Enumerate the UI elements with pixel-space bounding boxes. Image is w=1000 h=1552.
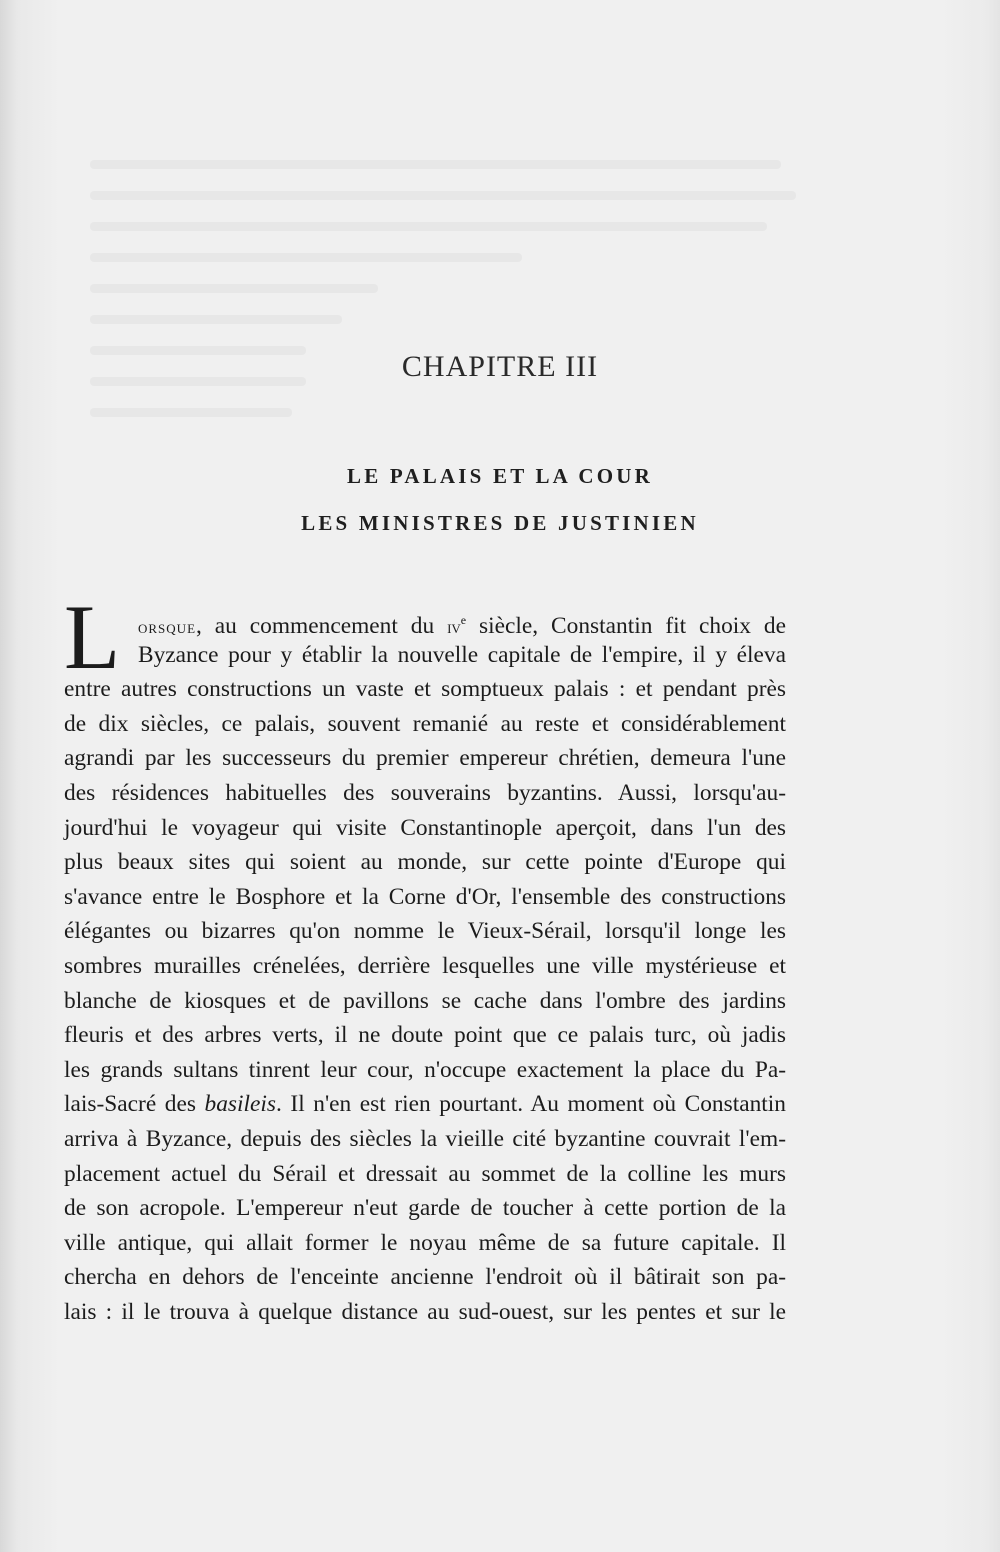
text-line-7: jourd'hui le voyageur qui visite Constantinople aperçoit, dans l'un des <box>64 814 786 841</box>
century-superscript: e <box>460 613 467 627</box>
text-line-8: plus beaux sites qui soient au monde, sur cette pointe d'Europe qui <box>64 849 786 876</box>
first-word-smallcaps: orsque <box>138 617 197 638</box>
text-line-12: blanche de kiosques et de pavillons se cache dans l'ombre des jardins <box>64 987 786 1014</box>
text-line-18: de son acropole. L'empereur n'eut garde de toucher à cette portion de la <box>64 1195 786 1222</box>
text-line-2: Byzance pour y établir la nouvelle capitale de l'empire, il y éleva <box>138 641 786 668</box>
text-line-4: de dix siècles, ce palais, souvent remanié au reste et considérablement <box>64 710 786 737</box>
text-line-5: agrandi par les successeurs du premier empereur chrétien, demeura l'une <box>64 745 786 772</box>
text-line-17: placement actuel du Sérail et dressait au sommet de la colline les murs <box>64 1160 786 1187</box>
text-line-21: lais : il le trouva à quelque distance au sud-ouest, sur les pentes et sur le <box>64 1298 786 1325</box>
text-line-13: fleuris et des arbres verts, il ne doute point que ce palais turc, où jadis <box>64 1022 786 1049</box>
text-line-19: ville antique, qui allait former le noyau même de sa future capitale. Il <box>64 1229 786 1256</box>
text-line-1: orsque, au commencement du $iv^e$ siècle, Constantin fit choix de <box>138 613 786 639</box>
text-line-11: sombres murailles crénelées, derrière lesquelles une ville mystérieuse et <box>64 952 786 979</box>
text-line-10: élégantes ou bizarres qu'on nomme le Vieux-Sérail, lorsqu'il longe les <box>64 918 786 945</box>
text-line-6: des résidences habituelles des souverains byzantins. Aussi, lorsqu'au- <box>64 779 786 806</box>
century-numeral: iv <box>447 617 461 638</box>
text-line-9: s'avance entre le Bosphore et la Corne d'Or, l'ensemble des constructions <box>64 883 786 910</box>
italic-basileis: basileis <box>204 1091 276 1118</box>
text-line-3: entre autres constructions un vaste et somptueux palais : et pendant près <box>64 676 786 703</box>
chapter-subtitle-2: LES MINISTRES DE JUSTINIEN <box>301 511 699 535</box>
drop-cap: L <box>64 586 121 688</box>
text-line-20: chercha en dehors de l'enceinte ancienne l'endroit où il bâtirait son pa- <box>64 1264 786 1291</box>
chapter-subtitle-1: LE PALAIS ET LA COUR <box>347 464 653 488</box>
text-line-14: les grands sultans tinrent leur cour, n'occupe exactement la place du Pa- <box>64 1056 786 1083</box>
text-line-16: arriva à Byzance, depuis des siècles la vieille cité byzantine couvrait l'em- <box>64 1125 786 1152</box>
text-line-15: lais-Sacré des basileis. Il n'en est rien pourtant. Au moment où Constantin <box>64 1091 786 1118</box>
chapter-title: CHAPITRE III <box>401 350 599 383</box>
body-text <box>64 603 786 1329</box>
